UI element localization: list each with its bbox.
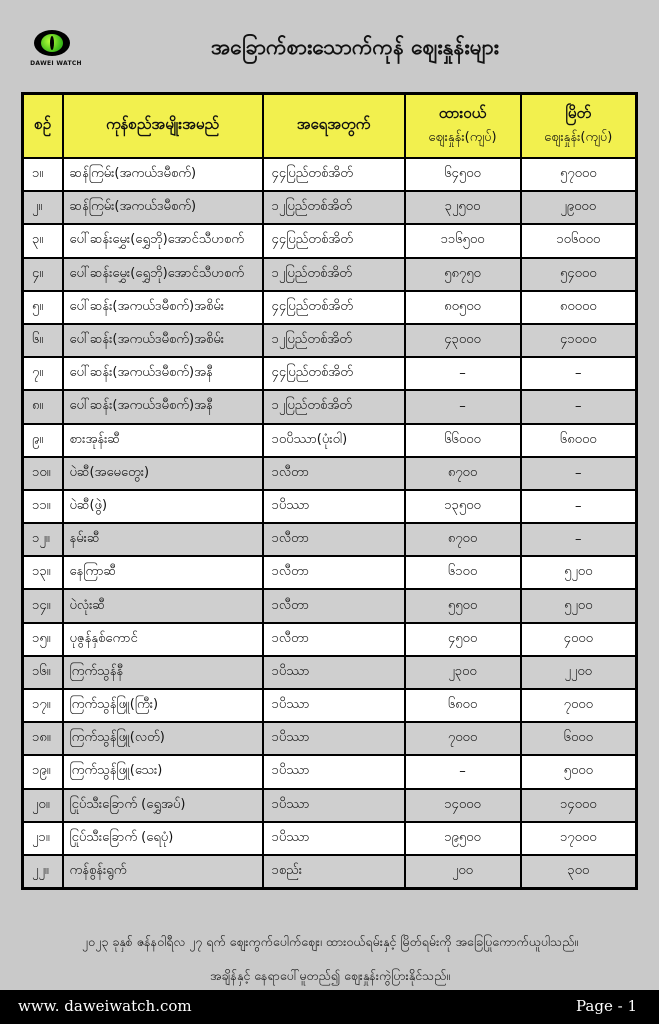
cell-serial: ၁၇။: [23, 689, 63, 722]
cell-serial: ၈။: [23, 390, 63, 423]
cell-item-name: ကြက်သွန်ဖြူ(လတ်): [63, 722, 263, 755]
cell-item-name: ပေါ်ဆန်း(အကယ်ဒမီစက်)အနီ: [63, 357, 263, 390]
cell-item-name: ပေါ်ဆန်းမွှေး(ရွှေဘို)အောင်သီဟစက်: [63, 224, 263, 257]
cell-myeik-price: ၁၀၆၀၀၀: [521, 224, 637, 257]
cell-myeik-price: –: [521, 523, 637, 556]
cell-dawei-price: ၆၄၅၀၀: [405, 158, 521, 191]
notes: [10, 925, 650, 993]
header-item-name: ကုန်စည်အမျိုးအမည်: [63, 94, 263, 159]
cell-serial: ၂၁။: [23, 822, 63, 855]
cell-quantity: ၄၄ပြည်တစ်အိတ်: [263, 224, 405, 257]
cell-myeik-price: ၂၉၀၀၀: [521, 191, 637, 224]
cell-quantity: ၁လီတာ: [263, 457, 405, 490]
table-row: [23, 556, 637, 589]
table-row: [23, 623, 637, 656]
cell-dawei-price: ၁၉၅၀၀: [405, 822, 521, 855]
cell-myeik-price: ၂၂၀၀: [521, 656, 637, 689]
cell-item-name: ပဲလုံးဆီ: [63, 589, 263, 622]
cell-quantity: ၁လီတာ: [263, 589, 405, 622]
cell-item-name: ဆန်ကြမ်း(အကယ်ဒမီစက်): [63, 191, 263, 224]
cell-serial: ၁၄။: [23, 589, 63, 622]
cell-item-name: ပဲဆီ(အမေတွေး): [63, 457, 263, 490]
cell-myeik-price: –: [521, 357, 637, 390]
table-row: [23, 390, 637, 423]
cell-serial: ၄။: [23, 258, 63, 291]
table-row: [23, 324, 637, 357]
cell-dawei-price: –: [405, 755, 521, 788]
cell-dawei-price: ၈၀၅၀၀: [405, 291, 521, 324]
table-row: [23, 357, 637, 390]
cell-dawei-price: ၈၇၀၀: [405, 523, 521, 556]
table-row: [23, 523, 637, 556]
cell-quantity: ၁စည်း: [263, 855, 405, 889]
cell-quantity: ၁ပိဿာ: [263, 656, 405, 689]
cell-myeik-price: –: [521, 457, 637, 490]
cell-quantity: ၁ပိဿာ: [263, 755, 405, 788]
cell-dawei-price: ၄၅၀၀: [405, 623, 521, 656]
cell-dawei-price: ၂၀၀: [405, 855, 521, 889]
cell-quantity: ၁ပိဿာ: [263, 822, 405, 855]
cell-item-name: ငြုပ်သီးခြောက် (ရွှေအပ်): [63, 789, 263, 822]
dawei-watch-logo: [28, 30, 82, 72]
cell-dawei-price: ၆၈၀၀: [405, 689, 521, 722]
cell-dawei-price: ၇၀၀၀: [405, 722, 521, 755]
cell-serial: ၂၂။: [23, 855, 63, 889]
cell-serial: ၆။: [23, 324, 63, 357]
table-row: [23, 855, 637, 889]
cell-item-name: ကြက်သွန်ဖြူ(ကြီး): [63, 689, 263, 722]
cell-dawei-price: –: [405, 357, 521, 390]
cell-dawei-price: ၄၃၀၀၀: [405, 324, 521, 357]
cell-quantity: ၁၂ပြည်တစ်အိတ်: [263, 324, 405, 357]
cell-item-name: ပုဇွန်နှစ်ကောင်: [63, 623, 263, 656]
table-row: [23, 258, 637, 291]
cell-dawei-price: ၆၁၀၀: [405, 556, 521, 589]
cell-serial: ၁၅။: [23, 623, 63, 656]
cell-myeik-price: ၆၀၀၀: [521, 722, 637, 755]
page-number: Page - 1: [576, 997, 637, 1015]
header-serial: စဉ်: [23, 94, 63, 159]
cell-quantity: ၁၂ပြည်တစ်အိတ်: [263, 191, 405, 224]
cell-myeik-price: –: [521, 490, 637, 523]
note-line-1: ၂၀၂၃ ခုနှစ် ဇန်နဝါရီလ ၂၇ ရက် ဈေးကွက်ပေါက်ဈေး၊ ထားဝယ်ရမ်းနှင့် မြိတ်ရမ်းကို အခြေပြုကောက်ယူပါသည်။: [81, 934, 579, 949]
table-row: [23, 191, 637, 224]
page-footer: [0, 990, 659, 1024]
table-header-row: [23, 94, 637, 159]
table-row: [23, 822, 637, 855]
cell-item-name: ပေါ်ဆန်း(အကယ်ဒမီစက်)အစိမ်း: [63, 324, 263, 357]
table-row: [23, 490, 637, 523]
cell-serial: ၇။: [23, 357, 63, 390]
cell-quantity: ၁ပိဿာ: [263, 789, 405, 822]
table-row: [23, 589, 637, 622]
logo-text: DAWEI WATCH: [30, 60, 82, 67]
cell-myeik-price: ၇၀၀၀: [521, 689, 637, 722]
cell-quantity: ၁ပိဿာ: [263, 490, 405, 523]
cell-dawei-price: ၆၆၀၀၀: [405, 424, 521, 457]
cell-serial: ၂။: [23, 191, 63, 224]
cell-serial: ၂၀။: [23, 789, 63, 822]
cell-quantity: ၁၀ပိဿာ(ပုံး၀ါ): [263, 424, 405, 457]
cell-dawei-price: ၅၈၇၅၀: [405, 258, 521, 291]
website-link[interactable]: www. daweiwatch.com: [18, 997, 192, 1015]
cell-quantity: ၁ပိဿာ: [263, 689, 405, 722]
header-myeik-price: မြိတ် ဈေးနှုန်း(ကျပ်): [521, 94, 637, 159]
cell-serial: ၁၀။: [23, 457, 63, 490]
cell-quantity: ၁ပိဿာ: [263, 722, 405, 755]
cell-item-name: ပေါ်ဆန်း(အကယ်ဒမီစက်)အနီ: [63, 390, 263, 423]
note-line-2: အချိန်နှင့် နေရာပေါ်မူတည်၍ ဈေးနှုန်းကွဲပြားနိုင်သည်။: [209, 968, 451, 983]
cat-eye-icon: [34, 30, 70, 56]
cell-myeik-price: ၄၁၀၀၀: [521, 324, 637, 357]
cell-myeik-price: ၁၇၀၀၀: [521, 822, 637, 855]
cell-item-name: ကန်စွန်းရွက်: [63, 855, 263, 889]
table-row: [23, 424, 637, 457]
cell-item-name: ပေါ်ဆန်း(အကယ်ဒမီစက်)အစိမ်း: [63, 291, 263, 324]
cell-myeik-price: ၄၀၀၀: [521, 623, 637, 656]
table-row: [23, 158, 637, 191]
table-row: [23, 689, 637, 722]
cell-dawei-price: ၃၂၅၀၀: [405, 191, 521, 224]
cell-item-name: နမ်းဆီ: [63, 523, 263, 556]
cell-quantity: ၁၂ပြည်တစ်အိတ်: [263, 258, 405, 291]
page-header: [0, 0, 659, 88]
table-row: [23, 755, 637, 788]
cell-myeik-price: ၁၄၀၀၀: [521, 789, 637, 822]
cell-dawei-price: ၁၁၆၅၀၀: [405, 224, 521, 257]
cell-quantity: ၄၄ပြည်တစ်အိတ်: [263, 291, 405, 324]
cell-dawei-price: –: [405, 390, 521, 423]
table-row: [23, 457, 637, 490]
cell-dawei-price: ၅၅၀၀: [405, 589, 521, 622]
table-row: [23, 291, 637, 324]
cell-myeik-price: ၆၈၀၀၀: [521, 424, 637, 457]
cell-myeik-price: ၈၀၀၀၀: [521, 291, 637, 324]
cell-quantity: ၄၄ပြည်တစ်အိတ်: [263, 158, 405, 191]
cell-myeik-price: ၅၂၀၀: [521, 556, 637, 589]
cell-myeik-price: ၃၀၀: [521, 855, 637, 889]
cell-serial: ၁၉။: [23, 755, 63, 788]
cell-dawei-price: ၁၄၀၀၀: [405, 789, 521, 822]
cell-item-name: ပဲဆီ(ဖွဲ): [63, 490, 263, 523]
table-body: [23, 158, 637, 889]
cell-myeik-price: ၅၀၀၀: [521, 755, 637, 788]
cell-item-name: နေကြာဆီ: [63, 556, 263, 589]
cell-serial: ၁၃။: [23, 556, 63, 589]
cell-item-name: ကြက်သွန်ဖြူ(သေး): [63, 755, 263, 788]
cell-dawei-price: ၁၃၅၀၀: [405, 490, 521, 523]
cell-quantity: ၁လီတာ: [263, 623, 405, 656]
page-title: အခြောက်စားသောက်ကုန် ဈေးနှုန်းများ: [210, 35, 500, 59]
cell-myeik-price: ၅၄၀၀၀: [521, 258, 637, 291]
table-row: [23, 722, 637, 755]
cell-item-name: ပေါ်ဆန်းမွှေး(ရွှေဘို)အောင်သီဟစက်: [63, 258, 263, 291]
cell-myeik-price: ၅၇၀၀၀: [521, 158, 637, 191]
table-row: [23, 224, 637, 257]
cell-quantity: ၁လီတာ: [263, 523, 405, 556]
cell-quantity: ၁၂ပြည်တစ်အိတ်: [263, 390, 405, 423]
cell-myeik-price: –: [521, 390, 637, 423]
cell-serial: ၁၆။: [23, 656, 63, 689]
cell-serial: ၁၈။: [23, 722, 63, 755]
table-row: [23, 656, 637, 689]
cell-serial: ၉။: [23, 424, 63, 457]
cell-dawei-price: ၂၃၀၀: [405, 656, 521, 689]
table-row: [23, 789, 637, 822]
cell-serial: ၁၂။: [23, 523, 63, 556]
cell-serial: ၅။: [23, 291, 63, 324]
cell-item-name: ငြုပ်သီးခြောက် (ရေပုံ): [63, 822, 263, 855]
cell-item-name: ကြက်သွန်နီ: [63, 656, 263, 689]
cell-serial: ၁။: [23, 158, 63, 191]
cell-serial: ၃။: [23, 224, 63, 257]
header-quantity: အရေအတွက်: [263, 94, 405, 159]
cell-quantity: ၄၄ပြည်တစ်အိတ်: [263, 357, 405, 390]
cell-myeik-price: ၅၂၀၀: [521, 589, 637, 622]
cell-item-name: စားအုန်းဆီ: [63, 424, 263, 457]
header-dawei-price: ထားဝယ် ဈေးနှုန်း(ကျပ်): [405, 94, 521, 159]
cell-dawei-price: ၈၇၀၀: [405, 457, 521, 490]
cell-serial: ၁၁။: [23, 490, 63, 523]
price-table: [21, 92, 638, 890]
cell-item-name: ဆန်ကြမ်း(အကယ်ဒမီစက်): [63, 158, 263, 191]
cell-quantity: ၁လီတာ: [263, 556, 405, 589]
